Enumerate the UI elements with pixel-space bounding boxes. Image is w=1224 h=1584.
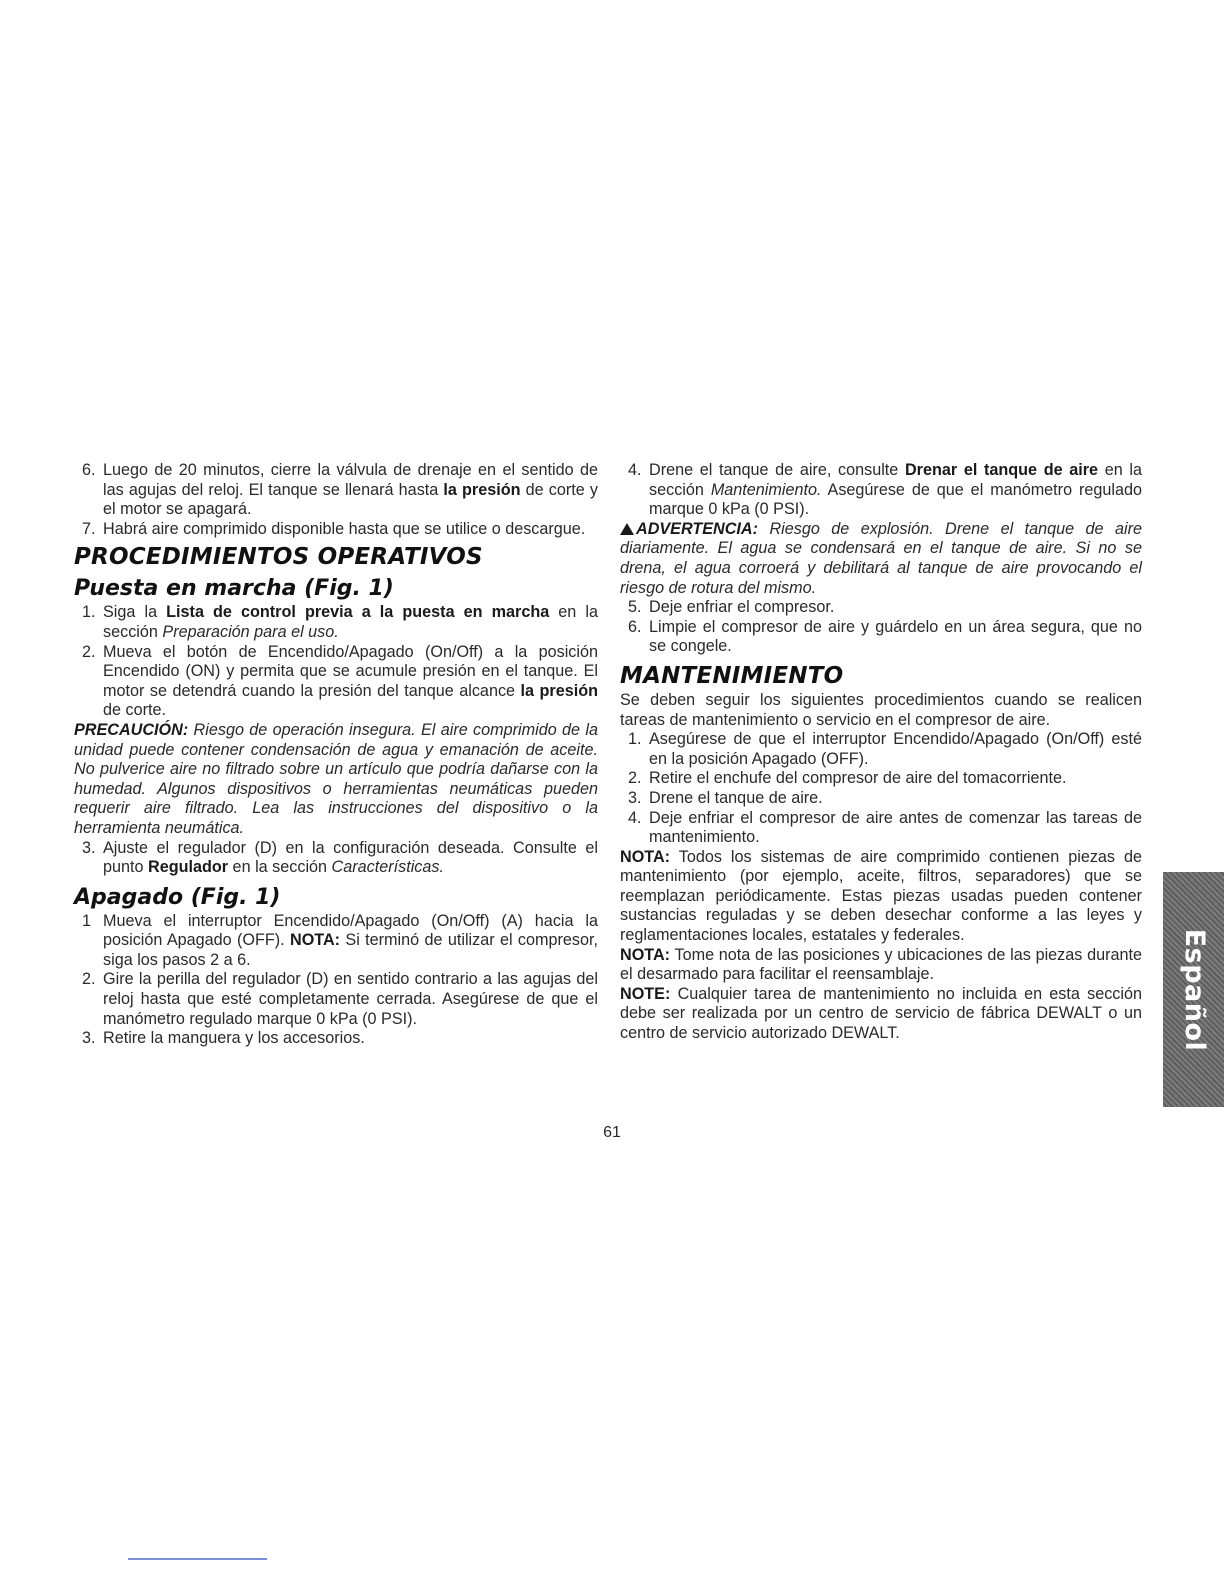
warning-label: ADVERTENCIA: — [636, 519, 759, 538]
caution-label: PRECAUCIÓN: — [74, 720, 189, 739]
note-text: Cualquier tarea de mantenimiento no incluida en esta sección debe ser realizada por un centro de servicio de fábrica DEWALT o un centro de servicio autorizado DEWALT. — [620, 984, 1142, 1043]
step-number: 6. — [82, 461, 96, 479]
step-text: Habrá aire comprimido disponible hasta que se utilice o descargue. — [103, 519, 586, 538]
step-number: 1 — [82, 911, 92, 930]
step-text: Luego de 20 minutos, cierre la válvula de drenaje en el sentido de las agujas del reloj. El tanque se llenará hasta — [103, 461, 598, 499]
step-text: de corte. — [103, 701, 166, 720]
note-text: Tome nota de las posiciones y ubicaciones de las piezas durante el desarmado para facilitar el reensamblaje. — [620, 945, 1142, 984]
right-column — [620, 461, 1142, 1044]
step-bold: Lista de control previa a la puesta en marcha — [166, 603, 550, 622]
step-text: en la sección — [649, 461, 1142, 499]
list-item — [74, 839, 598, 878]
language-tab-label: Español — [1178, 928, 1210, 1051]
warning-text: Riesgo de explosión. Drene el tanque de aire diariamente. El agua se condensará en el tanque de aire. Si no se drena, el agua corroerá y debilitará al tanque de aire provocando el riesgo de rotura del mismo. — [620, 519, 1142, 597]
list-item — [620, 809, 1142, 848]
list-item — [620, 598, 1142, 618]
note-label: NOTA: — [620, 847, 671, 866]
step-bold: Drenar el tanque de aire — [904, 461, 1099, 479]
list-item — [74, 970, 598, 1029]
step-text: Ajuste el regulador (D) en la configuración deseada. Consulte el punto — [103, 838, 598, 877]
footer-rule — [128, 1558, 267, 1560]
list-item — [620, 730, 1142, 769]
step-text: Retire el enchufe del compresor de aire del tomacorriente. — [649, 769, 1067, 788]
step-bold: Regulador — [148, 858, 229, 877]
step-number: 3. — [82, 1029, 96, 1048]
step-text: Limpie el compresor de aire y guárdelo en un área segura, que no se congele. — [649, 617, 1142, 656]
step-text: Deje enfriar el compresor. — [649, 598, 835, 617]
caution-text: Riesgo de operación insegura. El aire comprimido de la unidad puede contener condensación de agua y emanación de aceite. No pulverice aire no filtrado sobre un artículo que podría dañarse con la humedad. Algunos dispositivos o herramientas neumáticas pueden requerir aire filtrado. Lea las instrucciones del dispositivo o la herramienta neumática. — [74, 720, 598, 837]
list-item — [74, 520, 598, 540]
heading-startup: Puesta en marcha (Fig. 1) — [74, 576, 394, 602]
warning-icon — [620, 523, 634, 535]
step-text: Asegúrese de que el manómetro regulado marque 0 kPa (0 PSI). — [649, 480, 1142, 519]
note — [620, 946, 1142, 985]
step-number: 2. — [628, 769, 642, 788]
step-text: Deje enfriar el compresor de aire antes de comenzar las tareas de mantenimiento. — [649, 808, 1142, 847]
step-number: 1. — [82, 603, 96, 622]
step-number: 4. — [628, 808, 642, 827]
list-item — [74, 603, 598, 642]
step-number: 5. — [628, 598, 642, 617]
caution-note — [74, 721, 598, 839]
step-text: en la sección — [103, 603, 598, 641]
step-number: 7. — [82, 519, 96, 538]
list-item — [74, 643, 598, 721]
step-text: Retire la manguera y los accesorios. — [103, 1029, 365, 1048]
step-number: 1. — [628, 730, 642, 749]
step-number: 6. — [628, 617, 642, 636]
step-number: 3. — [628, 788, 642, 807]
left-column — [74, 461, 598, 1049]
note — [620, 848, 1142, 946]
list-item — [620, 769, 1142, 789]
step-number: 2. — [82, 970, 96, 989]
heading-maintenance: MANTENIMIENTO — [620, 662, 844, 689]
language-tab — [1163, 872, 1224, 1107]
step-text: Gire la perilla del regulador (D) en sentido contrario a las agujas del reloj hasta que esté completamente cerrada. Asegúrese de que el manómetro regulado marque 0 kPa (0 PSI). — [103, 970, 598, 1028]
note-label: NOTE: — [620, 984, 671, 1003]
list-item — [74, 912, 598, 971]
step-italic: Mantenimiento. — [710, 480, 822, 499]
step-text: Mueva el interruptor Encendido/Apagado (On/Off) (A) hacia la posición Apagado (OFF). — [103, 911, 598, 950]
step-text: en la sección — [228, 858, 332, 877]
step-text: Mueva el botón de Encendido/Apagado (On/Off) a la posición Encendido (ON) y permita que se acumule presión en el tanque. El motor se detendrá cuando la presión del tanque alcance — [103, 642, 598, 700]
step-number: 2. — [82, 642, 96, 661]
step-bold: NOTA: — [290, 931, 341, 950]
step-text: Asegúrese de que el interruptor Encendido/Apagado (On/Off) esté en la posición Apagado (OFF). — [649, 730, 1142, 768]
maintenance-intro: Se deben seguir los siguientes procedimientos cuando se realicen tareas de mantenimiento o servicio en el compresor de aire. — [620, 690, 1142, 729]
list-item — [620, 618, 1142, 657]
note-label: NOTA: — [620, 945, 671, 964]
step-text: Drene el tanque de aire, consulte — [649, 461, 905, 479]
note-text: Todos los sistemas de aire comprimido contienen piezas de mantenimiento (por ejemplo, aceite, filtros, separadores) que se reemplazan periódicamente. Estas piezas usadas pueden contener sustancias reguladas y se deben desechar conforme a las leyes y reglamentaciones locales, estatales y federales. — [620, 847, 1142, 945]
list-item — [74, 1029, 598, 1049]
step-number: 3. — [82, 838, 96, 857]
list-item — [74, 461, 598, 520]
step-bold: la presión — [520, 681, 599, 700]
step-text: Siga la — [103, 603, 167, 622]
step-italic: Preparación para el uso. — [162, 622, 339, 641]
heading-procedures: PROCEDIMIENTOS OPERATIVOS — [74, 544, 483, 571]
page-number: 61 — [603, 1124, 621, 1141]
step-number: 4. — [628, 461, 642, 479]
warning-note — [620, 520, 1142, 598]
step-italic: Características. — [331, 858, 444, 877]
heading-shutdown: Apagado (Fig. 1) — [74, 884, 281, 910]
step-text: Drene el tanque de aire. — [649, 788, 823, 807]
step-text: de corte y el motor se apagará. — [103, 480, 598, 519]
list-item — [620, 461, 1142, 520]
note — [620, 985, 1142, 1044]
list-item — [620, 789, 1142, 809]
step-text: Si terminó de utilizar el compresor, siga los pasos 2 a 6. — [103, 931, 598, 969]
step-bold: la presión — [443, 480, 521, 499]
